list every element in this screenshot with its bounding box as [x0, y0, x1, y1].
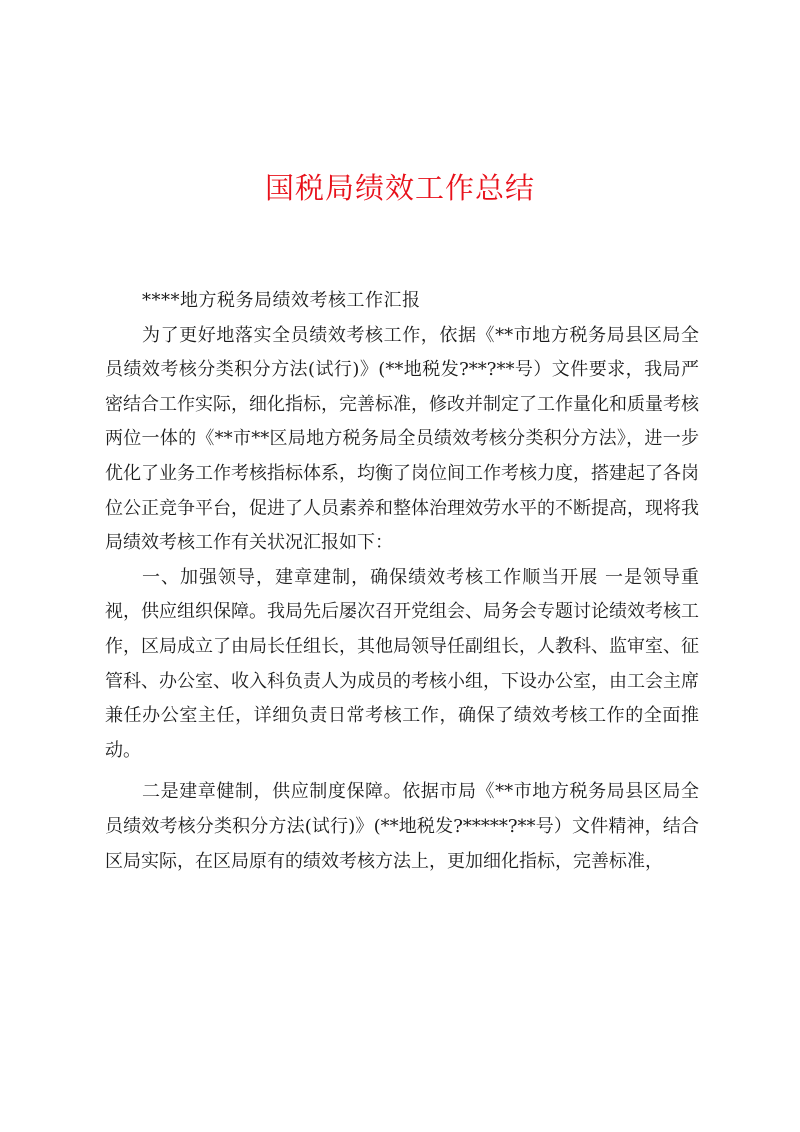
- document-title: 国税局绩效工作总结: [264, 171, 535, 205]
- document-body: [105, 284, 699, 879]
- paragraph-institution: 二是建章健制，供应制度保障。依据市局《**市地方税务局县区局全员绩效考核分类积分方法(试行)》(**地税发?*****?**号）文件精神，结合区局实际，在区局原有的绩效考核方法上，更加细化指标，完善标准，: [105, 781, 699, 872]
- paragraph-leadership: 一、加强领导，建章建制，确保绩效考核工作顺当开展 一是领导重视，供应组织保障。我局先后屡次召开党组会、局务会专题讨论绩效考核工作，区局成立了由局长任组长，其他局领导任副组长，人教科、监审室、征管科、办公室、收入科负责人为成员的考核小组，下设办公室，由工会主席兼任办公室主任，详细负责日常考核工作，确保了绩效考核工作的全面推动。: [105, 566, 699, 761]
- report-heading: ****地方税务局绩效考核工作汇报: [142, 290, 421, 311]
- paragraph-intro: 为了更好地落实全员绩效考核工作，依据《**市地方税务局县区局全员绩效考核分类积分方法(试行)》(**地税发?**?**号）文件要求，我局严密结合工作实际，细化指标，完善标准，修改并制定了工作量化和质量考核两位一体的《**市**区局地方税务局全员绩效考核分类积分方法》，进一步优化了业务工作考核指标体系，均衡了岗位间工作考核力度，搭建起了各岗位公正竞争平台，促进了人员素养和整体治理效劳水平的不断提高，现将我局绩效考核工作有关状况汇报如下：: [105, 324, 699, 554]
